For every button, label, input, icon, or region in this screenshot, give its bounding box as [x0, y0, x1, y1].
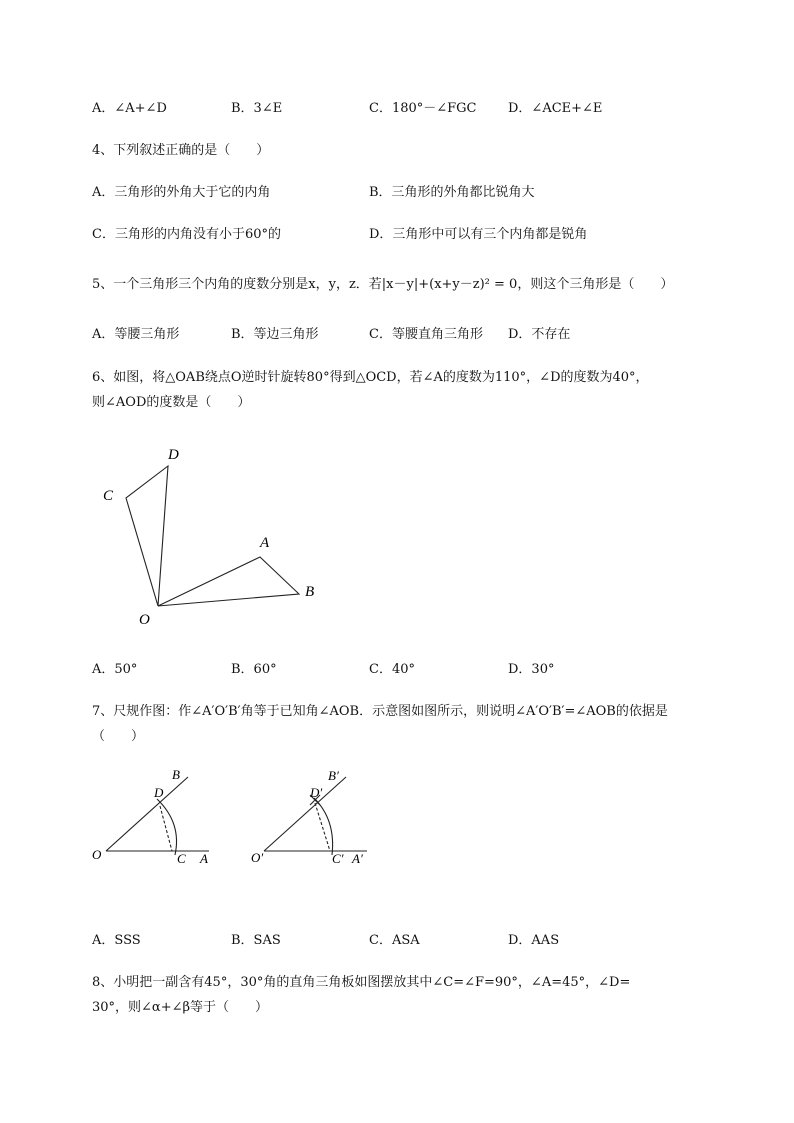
- label-d: D: [168, 447, 179, 463]
- q4-stem: 4、下列叙述正确的是（ ）: [92, 143, 270, 158]
- q7-option-a: A．SSS: [92, 933, 141, 948]
- q6-option-a: A．50°: [92, 662, 138, 677]
- triangle-oab: [158, 557, 299, 606]
- q3-option-a: A．∠A+∠D: [92, 101, 167, 116]
- q7-figure-left: [90, 765, 220, 875]
- triangle-ocd: [126, 466, 168, 606]
- label-c-prime: C′: [332, 851, 344, 866]
- q6-option-b: B．60°: [231, 662, 277, 677]
- label-c: C: [177, 851, 186, 866]
- q6-stem-line2: 则∠AOD的度数是（ ）: [92, 395, 251, 410]
- q7-option-b: B．SAS: [231, 933, 281, 948]
- label-o-prime: O′: [251, 850, 264, 865]
- q8-stem-line2: 30°，则∠α+∠β等于（ ）: [92, 1000, 269, 1015]
- q7-stem-line2: （ ）: [92, 729, 145, 744]
- dashed-cd: [160, 806, 172, 851]
- label-b: B: [172, 767, 180, 782]
- q6-stem-line1: 6、如图，将△OAB绕点O逆时针旋转80°得到△OCD，若∠A的度数为110°，∠D的度数为40°，: [92, 370, 649, 385]
- q6-option-d: D．30°: [508, 662, 555, 677]
- label-d-prime: D′: [310, 785, 323, 800]
- ray-ob: [106, 777, 188, 851]
- q7-figure-right: [248, 765, 378, 875]
- q4-option-c: C．三角形的内角没有小于60°的: [92, 227, 281, 242]
- q3-option-c: C．180°－∠FGC: [369, 101, 477, 116]
- arc-c-prime-d-prime: [314, 798, 333, 855]
- label-a-prime: A′: [352, 851, 363, 866]
- q8-stem-line1: 8、小明把一副含有45°，30°角的直角三角板如图摆放其中∠C=∠F=90°，∠A=45°，∠D=: [92, 975, 631, 990]
- q4-option-a: A．三角形的外角大于它的内角: [92, 185, 271, 200]
- q6-option-c: C．40°: [369, 662, 415, 677]
- q4-option-b: B．三角形的外角都比锐角大: [369, 185, 535, 200]
- label-a: A: [200, 851, 208, 866]
- ray-o-prime-b-prime: [264, 777, 346, 851]
- dashed-c-prime-d-prime: [315, 803, 330, 851]
- q5-option-d: D．不存在: [508, 327, 571, 342]
- label-b: B: [305, 584, 315, 600]
- q5-stem: 5、一个三角形三个内角的度数分别是x，y，z．若|x－y|+(x+y－z)² = 0，则这个三角形是（ ）: [92, 277, 674, 292]
- q7-option-c: C．ASA: [369, 933, 420, 948]
- label-c: C: [103, 488, 114, 504]
- q6-figure: [90, 440, 340, 640]
- q3-option-b: B．3∠E: [231, 101, 283, 116]
- label-o: O: [92, 847, 102, 862]
- q4-option-d: D．三角形中可以有三个内角都是锐角: [369, 227, 588, 242]
- q5-option-b: B．等边三角形: [231, 327, 319, 342]
- q3-option-d: D．∠ACE+∠E: [508, 101, 603, 116]
- label-a: A: [260, 535, 270, 551]
- q7-stem-line1: 7、尺规作图：作∠A′O′B′角等于已知角∠AOB．示意图如图所示，则说明∠A′O′B′=∠AOB的依据是: [92, 704, 668, 719]
- label-o: O: [139, 612, 150, 628]
- q5-option-c: C．等腰直角三角形: [369, 327, 483, 342]
- q5-option-a: A．等腰三角形: [92, 327, 180, 342]
- label-d: D: [154, 785, 164, 800]
- label-b-prime: B′: [328, 768, 339, 783]
- q7-option-d: D．AAS: [508, 933, 560, 948]
